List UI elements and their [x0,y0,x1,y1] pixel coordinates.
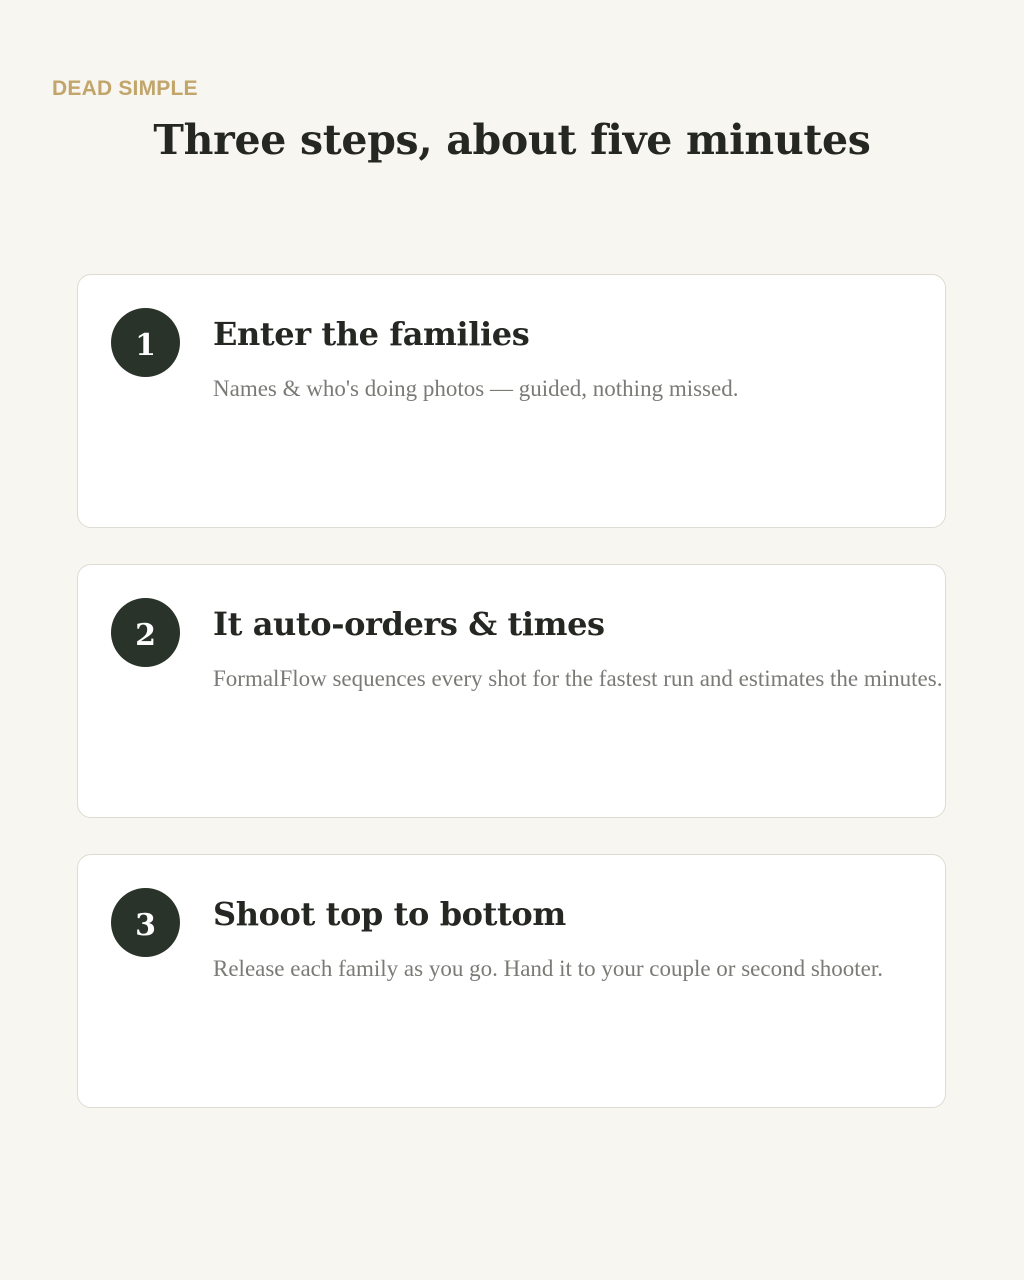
step-title: It auto-orders & times [213,605,605,643]
section-headline: Three steps, about five minutes [153,116,871,164]
step-description: FormalFlow sequences every shot for the fastest run and estimates the minutes. [213,666,943,691]
step-title: Shoot top to bottom [213,895,566,933]
step-card-1 [77,274,946,528]
step-description: Names & who's doing photos — guided, nothing missed. [213,376,739,401]
section-eyebrow: DEAD SIMPLE [52,77,198,100]
step-number-badge: 3 [111,888,180,957]
step-number-badge: 1 [111,308,180,377]
step-description: Release each family as you go. Hand it to your couple or second shooter. [213,956,884,981]
step-card-3 [77,854,946,1108]
step-title: Enter the families [213,315,530,353]
step-number-badge: 2 [111,598,180,667]
step-card-2 [77,564,946,818]
